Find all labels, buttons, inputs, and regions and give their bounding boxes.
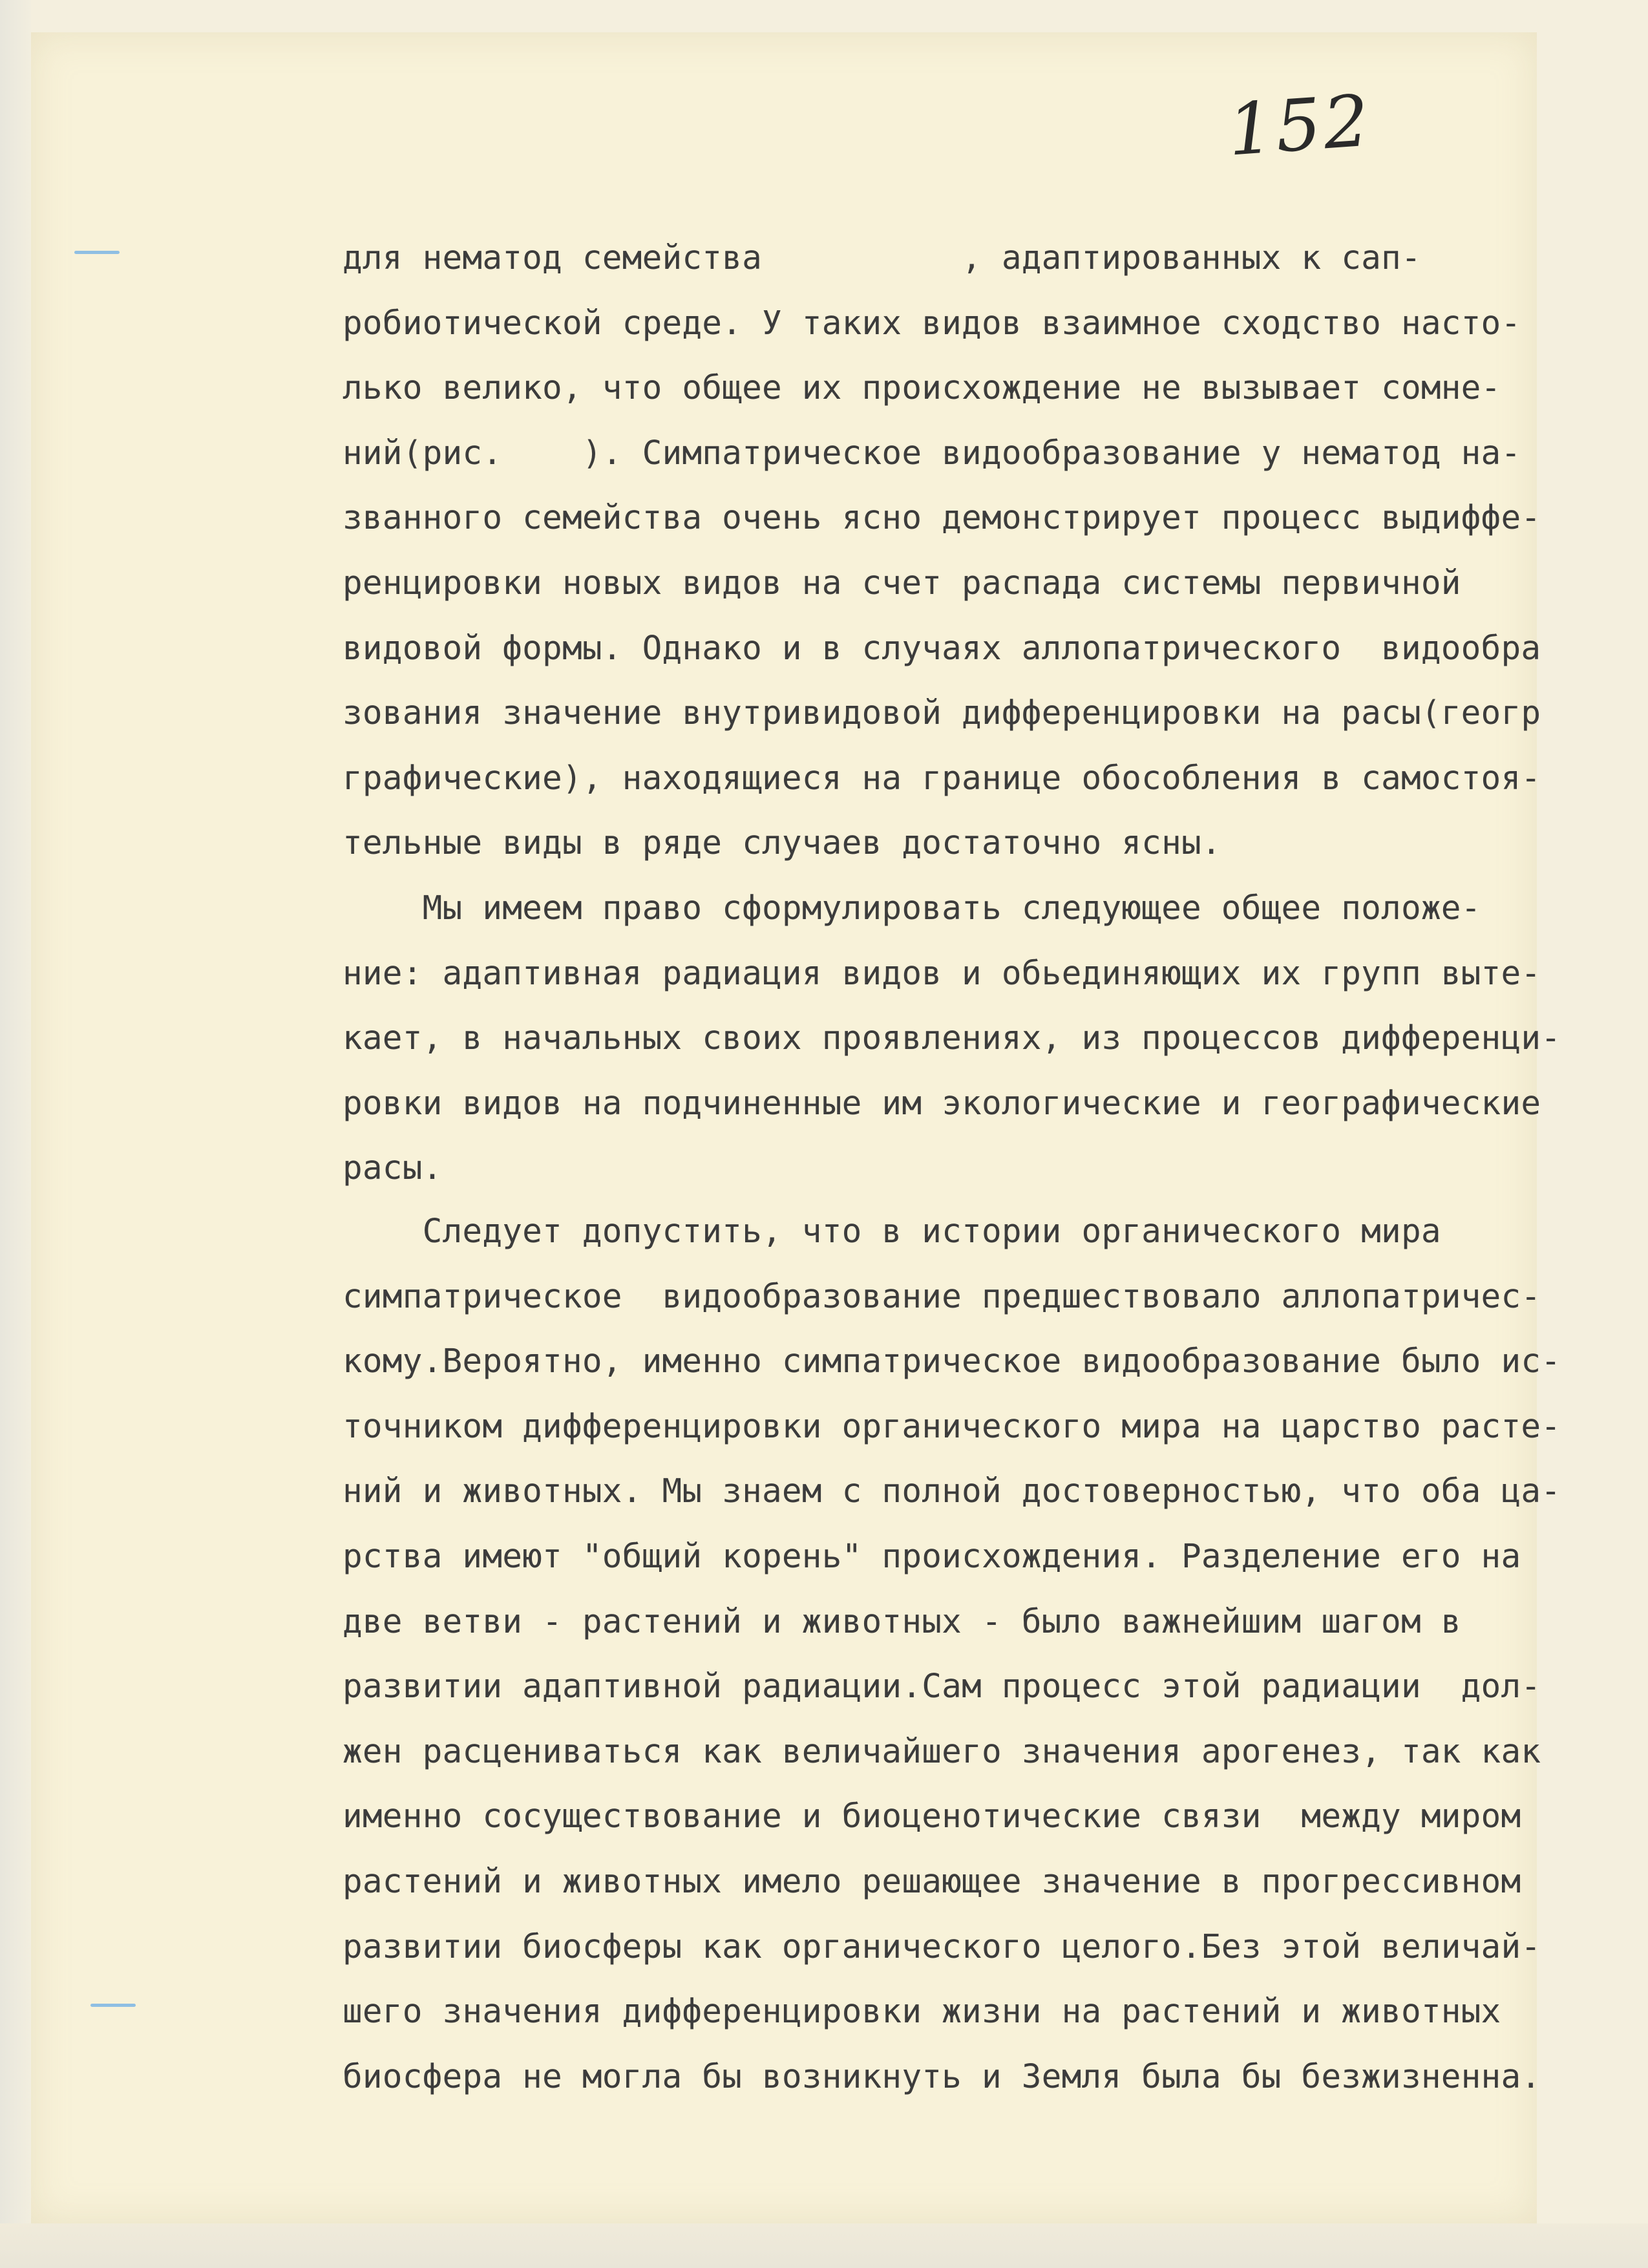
- typed-text-block: [343, 226, 1561, 1202]
- text-line: ние: адаптивная радиация видов и обьединяющих их групп выте-: [343, 954, 1541, 993]
- text-line: робиотической среде. У таких видов взаимное сходство насто-: [343, 304, 1521, 343]
- text-line: развитии биосферы как органического целого.Без этой величай-: [343, 1927, 1541, 1966]
- text-line: графические), находящиеся на границе обособления в самостоя-: [343, 759, 1541, 798]
- text-line: ний(рис. ). Симпатрическое видообразование у нематод на-: [343, 434, 1521, 472]
- text-line: зования значение внутривидовой дифференцировки на расы(геогр: [343, 694, 1541, 733]
- text-line: биосфера не могла бы возникнуть и Земля была бы безжизненна.: [343, 2057, 1541, 2096]
- text-line: ренцировки новых видов на счет распада системы первичной: [343, 564, 1461, 602]
- text-line: тельные виды в ряде случаев достаточно ясны.: [343, 824, 1221, 863]
- text-line: рства имеют "общий корень" происхождения. Разделение его на: [343, 1537, 1521, 1576]
- text-line: шего значения дифференцировки жизни на растений и животных: [343, 1993, 1501, 2031]
- text-line: для нематод семейства , адаптированных к сап-: [343, 239, 1421, 277]
- text-line: кому.Вероятно, именно симпатрическое видообразование было ис-: [343, 1342, 1561, 1381]
- typed-text-block: [343, 1200, 1561, 2110]
- text-line: именно сосуществование и биоценотические связи между миром: [343, 1797, 1521, 1836]
- text-line: званного семейства очень ясно демонстрирует процесс выдиффе-: [343, 499, 1541, 538]
- text-line: симпатрическое видообразование предшествовало аллопатричес-: [343, 1277, 1541, 1316]
- text-line: ровки видов на подчиненные им экологические и географические: [343, 1084, 1541, 1123]
- scan-edge: [0, 0, 31, 2268]
- text-line: жен расцениваться как величайшего значения арогенез, так как: [343, 1732, 1541, 1771]
- text-line: точником дифференцировки органического мира на царство расте-: [343, 1407, 1561, 1446]
- text-line: две ветви - растений и животных - было важнейшим шагом в: [343, 1602, 1461, 1641]
- text-line: видовой формы. Однако и в случаях аллопатрического видообра: [343, 629, 1541, 668]
- margin-mark: [90, 2004, 136, 2007]
- text-line: Мы имеем право сформулировать следующее общее положе-: [343, 889, 1481, 927]
- text-line: Следует допустить, что в истории органического мира: [343, 1213, 1441, 1251]
- text-line: растений и животных имело решающее значение в прогрессивном: [343, 1862, 1521, 1901]
- page-number: 152: [1225, 79, 1375, 172]
- text-line: ний и животных. Мы знаем с полной достоверностью, что оба ца-: [343, 1472, 1561, 1511]
- text-line: развитии адаптивной радиации.Сам процесс этой радиации дол-: [343, 1668, 1541, 1706]
- margin-mark: [74, 251, 120, 254]
- text-line: кает, в начальных своих проявлениях, из процессов дифференци-: [343, 1019, 1561, 1058]
- scan-edge-bottom: [0, 2223, 1648, 2268]
- text-line: лько велико, что общее их происхождение не вызывает сомне-: [343, 369, 1501, 408]
- text-line: расы.: [343, 1149, 443, 1188]
